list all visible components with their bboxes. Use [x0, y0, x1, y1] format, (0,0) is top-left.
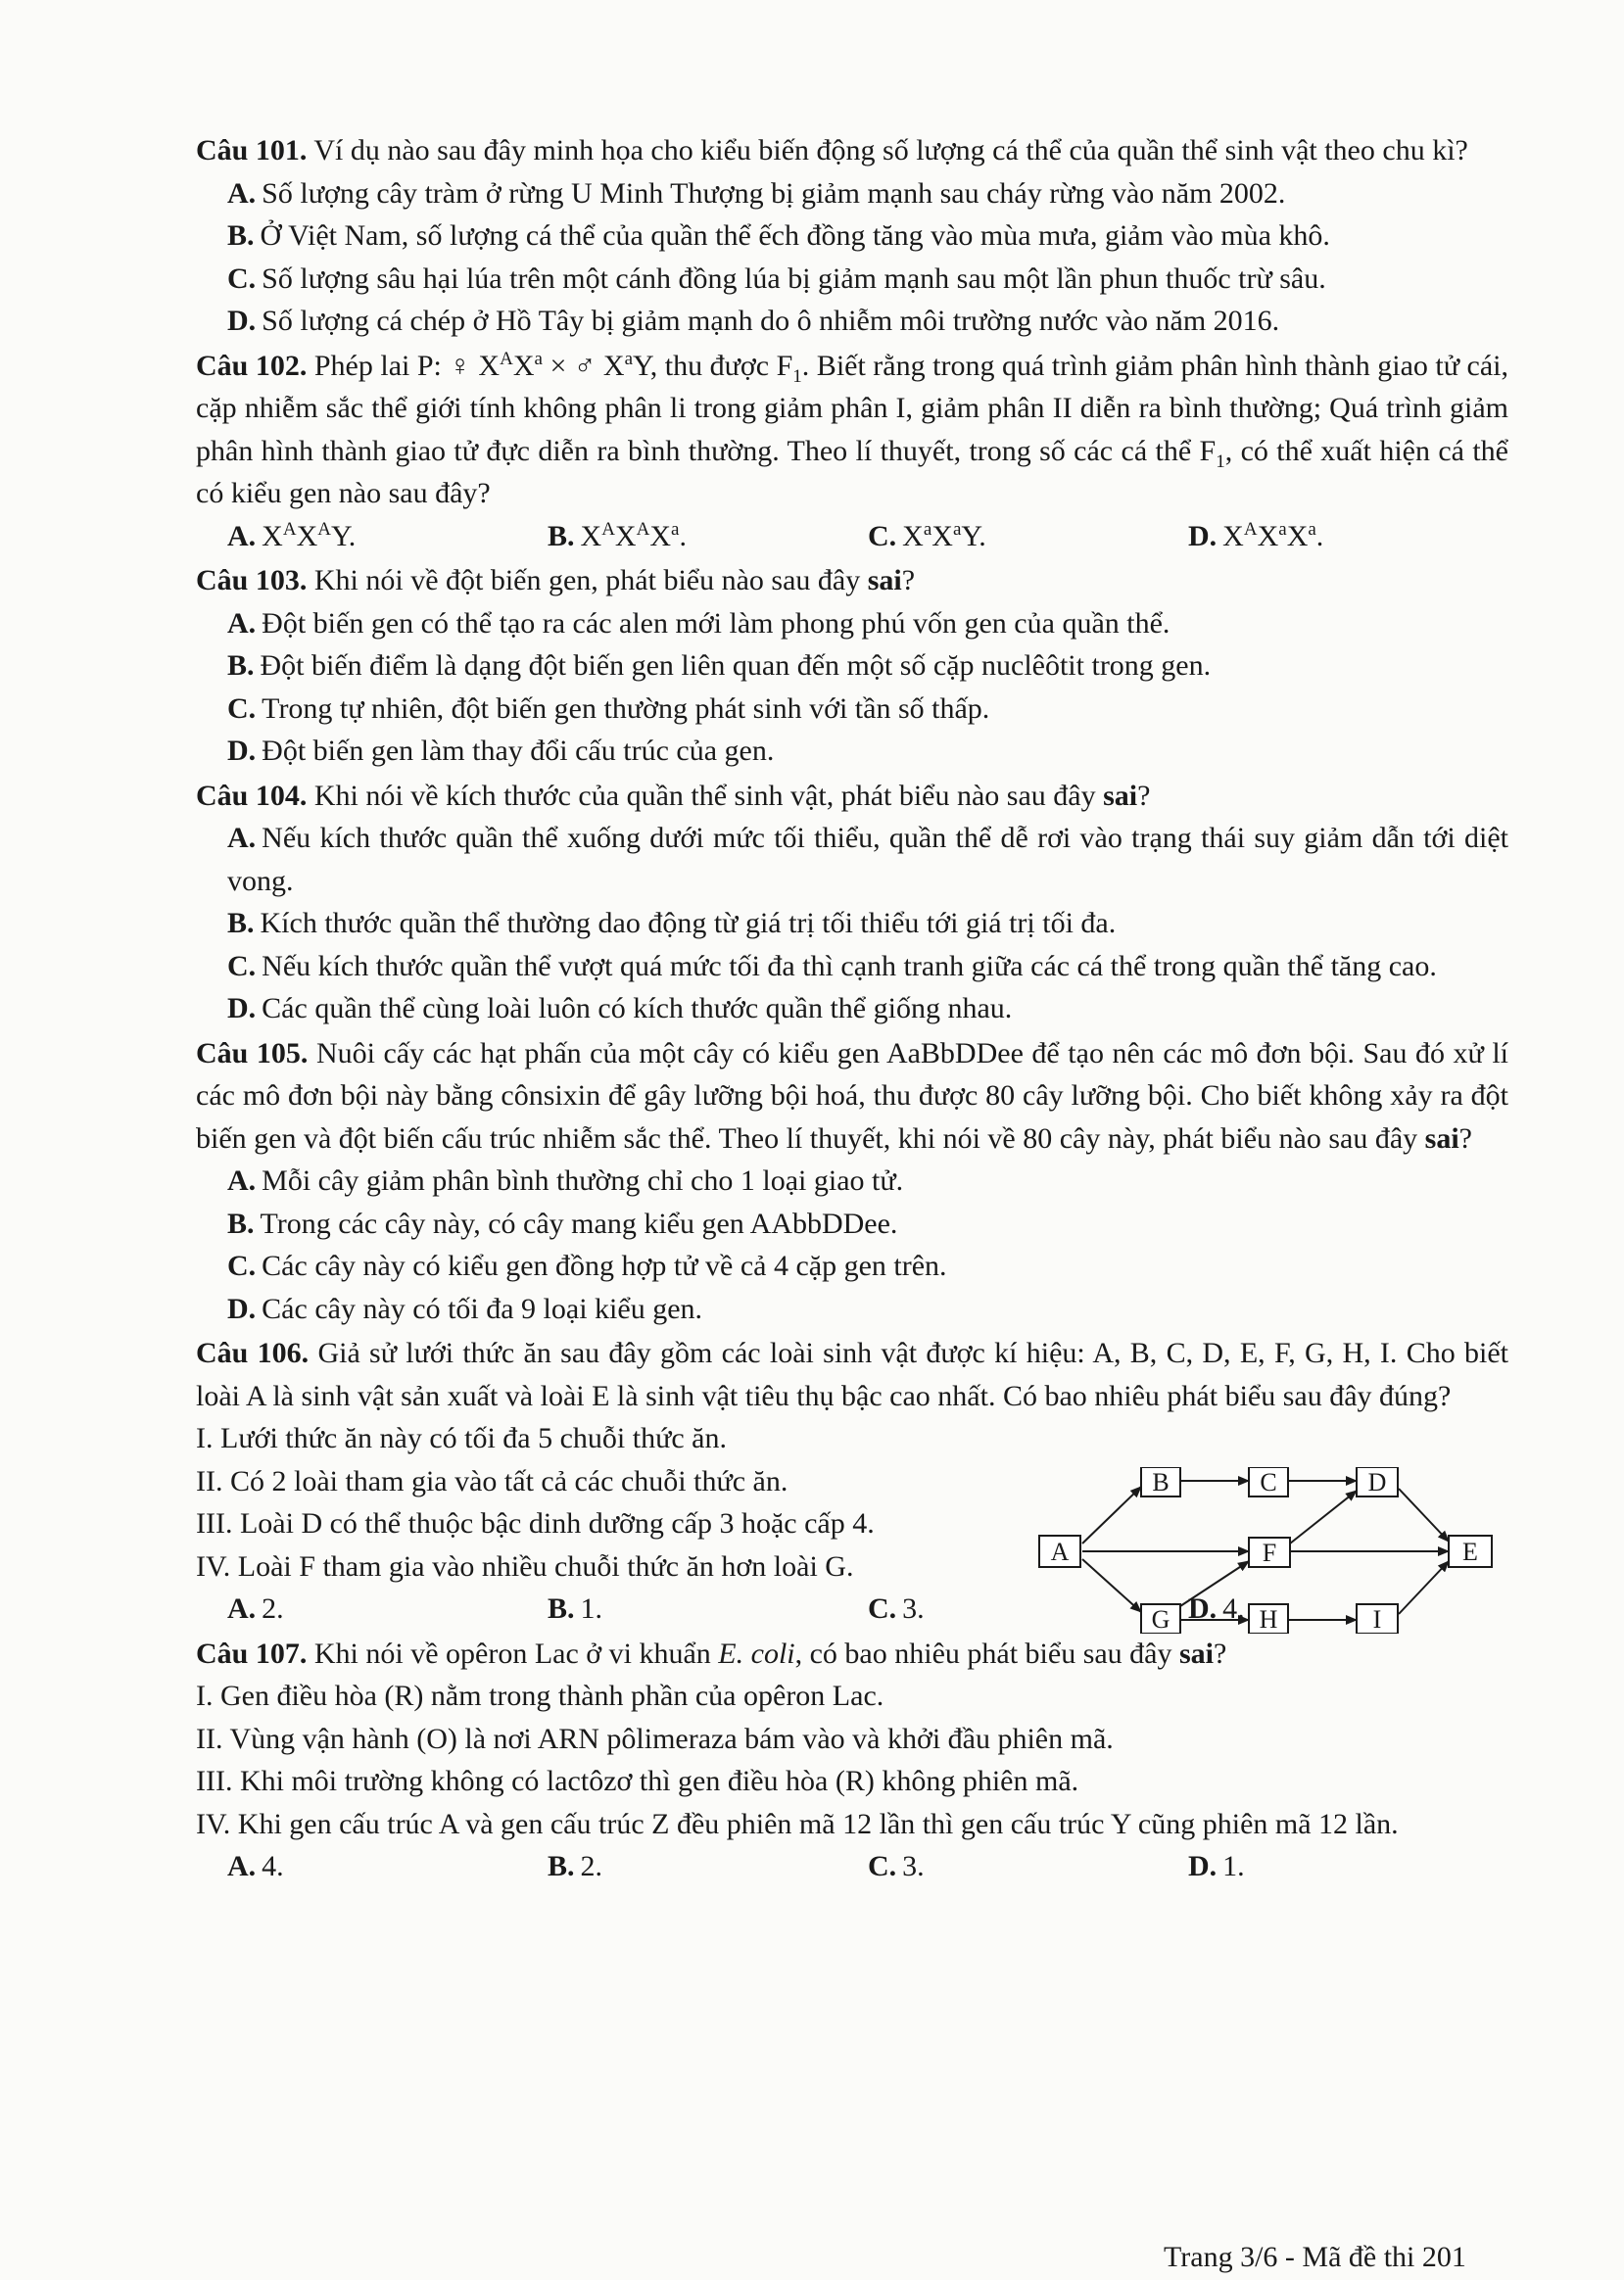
- statement-1: I. Gen điều hòa (R) nằm trong thành phần của opêron Lac.: [196, 1680, 884, 1712]
- question-number: Câu 102.: [196, 349, 308, 382]
- option-text: Các cây này có kiểu gen đồng hợp tử về cả 4 cặp gen trên.: [262, 1250, 947, 1282]
- question-105: [196, 1032, 1508, 1331]
- page-footer: Trang 3/6 - Mã đề thi 201: [1164, 2241, 1466, 2273]
- option-label: C.: [227, 1250, 257, 1282]
- question-stem: [196, 1032, 1508, 1161]
- question-text: × ♂ X: [542, 349, 625, 382]
- question-stem: [196, 775, 1508, 818]
- option-text: Ở Việt Nam, số lượng cá thể của quần thể ếch đồng tăng vào mùa mưa, giảm vào mùa khô.: [260, 219, 1330, 252]
- question-text: Giả sử lưới thức ăn sau đây gồm các loài sinh vật được kí hiệu: A, B, C, D, E, F, G, H, I. Cho biết loài A là sinh vật sản xuất và loài E là sinh vật tiêu thụ bậc cao nhất. Có bao nhiêu phát biểu sau đây đúng?: [196, 1337, 1508, 1412]
- emphasis-sai: sai: [867, 564, 902, 596]
- statement-2: II. Có 2 loài tham gia vào tất cả các chuỗi thức ăn.: [196, 1464, 788, 1497]
- question-stem: [196, 345, 1508, 515]
- question-104: [196, 775, 1508, 1030]
- question-end: ?: [1458, 1121, 1472, 1155]
- svg-text:F: F: [1262, 1539, 1277, 1567]
- option-label: C.: [227, 949, 257, 982]
- option-label: A.: [227, 1164, 257, 1197]
- option-b: [196, 644, 1508, 688]
- question-stem: [196, 1332, 1508, 1417]
- question-number: Câu 103.: [196, 564, 308, 596]
- option-label: A.: [227, 519, 257, 552]
- option-a: [196, 1160, 1508, 1203]
- option-text: 2.: [262, 1592, 284, 1625]
- question-number: Câu 107.: [196, 1637, 308, 1670]
- option-a: [196, 817, 1508, 902]
- option-text: Số lượng sâu hại lúa trên một cánh đồng lúa bị giảm mạnh sau một lần phun thuốc trừ sâu.: [262, 261, 1326, 295]
- statement-4: IV. Khi gen cấu trúc A và gen cấu trúc Z đều phiên mã 12 lần thì gen cấu trúc Y cũng phiên mã 12 lần.: [196, 1807, 1399, 1840]
- question-end: ?: [901, 564, 916, 596]
- option-text: 1.: [580, 1592, 603, 1625]
- option-label: D.: [1188, 1850, 1218, 1882]
- option-c: [196, 1245, 1508, 1288]
- option-b: [548, 1588, 868, 1631]
- option-text: Trong tự nhiên, đột biến gen thường phát sinh với tần số thấp.: [262, 691, 990, 725]
- question-number: Câu 104.: [196, 779, 308, 812]
- emphasis-sai: sai: [1103, 779, 1138, 812]
- option-text: Các cây này có tối đa 9 loại kiểu gen.: [262, 1292, 703, 1325]
- question-text: Ví dụ nào sau đây minh họa cho kiểu biến động số lượng cá thể của quần thể sinh vật theo chu kì?: [313, 134, 1468, 166]
- options-row: [196, 1845, 1508, 1888]
- option-c: [196, 688, 1508, 731]
- node-i: [1357, 1604, 1398, 1634]
- allele-sup: a: [624, 348, 633, 369]
- option-label: D.: [227, 305, 257, 337]
- edge-d-e: [1399, 1489, 1449, 1542]
- option-label: B.: [548, 1592, 575, 1625]
- svg-text:A: A: [1050, 1538, 1070, 1566]
- node-g: [1141, 1604, 1180, 1634]
- statement-4: IV. Loài F tham gia vào nhiều chuỗi thức ăn hơn loài G.: [196, 1549, 854, 1583]
- question-end: ?: [1137, 779, 1151, 812]
- option-label: C.: [868, 1850, 897, 1882]
- generation-sub: 1: [1216, 451, 1225, 472]
- edge-g-f: [1180, 1561, 1249, 1606]
- option-label: B.: [227, 907, 255, 939]
- node-f: [1249, 1538, 1290, 1567]
- question-text: , có bao nhiêu phát biểu sau đây: [794, 1637, 1172, 1670]
- emphasis-sai: sai: [1424, 1121, 1459, 1155]
- option-c: [868, 515, 1188, 558]
- option-label: A.: [227, 822, 257, 854]
- generation-sub: 1: [792, 365, 802, 387]
- question-end: ?: [1214, 1637, 1227, 1670]
- option-label: D.: [1188, 1592, 1218, 1625]
- question-text: . Biết rằng trong quá trình giảm phân hình thành giao tử cái, cặp nhiễm sắc thể giới tính không phân li trong giảm phân I, giảm phân II diễn ra bình thường; Quá trình giảm phân hình thành giao tử đực diễn ra bình thường. Theo lí thuyết, trong số các cá thể F: [196, 349, 1508, 467]
- question-text: Phép lai P: ♀ X: [313, 349, 501, 382]
- option-text: $X^AX^AY$.: [262, 518, 357, 552]
- question-103: [196, 559, 1508, 773]
- option-text: Đột biến gen làm thay đổi cấu trúc của gen.: [262, 735, 775, 767]
- svg-text:C: C: [1260, 1468, 1277, 1496]
- option-label: C.: [227, 261, 257, 295]
- exam-content: [196, 129, 1508, 1890]
- option-text: Đột biến điểm là dạng đột biến gen liên quan đến một số cặp nuclêôtit trong gen.: [260, 649, 1212, 682]
- question-text: , có thể xuất hiện cá thể có kiểu gen nào sau đây?: [196, 434, 1508, 509]
- svg-text:B: B: [1152, 1468, 1170, 1496]
- option-label: A.: [227, 1850, 257, 1882]
- option-a: [227, 1588, 548, 1631]
- option-b: [196, 902, 1508, 945]
- svg-text:G: G: [1151, 1605, 1170, 1634]
- option-text: Mỗi cây giảm phân bình thường chỉ cho 1 loại giao tử.: [262, 1164, 904, 1197]
- option-text: 1.: [1222, 1850, 1245, 1882]
- node-d: [1357, 1467, 1398, 1496]
- option-text: $X^aX^aY$.: [902, 518, 986, 552]
- species-name: E. coli: [718, 1637, 795, 1670]
- statement-1: I. Lưới thức ăn này có tối đa 5 chuỗi thức ăn.: [196, 1422, 727, 1454]
- allele-sup: A: [500, 348, 513, 369]
- option-b: [548, 1845, 868, 1888]
- question-text: Khi nói về opêron Lac ở vi khuẩn: [313, 1637, 711, 1670]
- question-107: [196, 1633, 1508, 1888]
- option-c: [196, 258, 1508, 301]
- option-text: Kích thước quần thể thường dao động từ giá trị tối thiểu tới giá trị tối đa.: [260, 907, 1117, 939]
- question-stem: [196, 1633, 1508, 1676]
- node-b: [1141, 1467, 1180, 1496]
- option-b: [196, 214, 1508, 258]
- option-d: [196, 987, 1508, 1030]
- question-text: Nuôi cấy các hạt phấn của một cây có kiểu gen AaBbDDee để tạo nên các mô đơn bội. Sau đó xử lí các mô đơn bội này bằng cônsixin để gây lưỡng bội hoá, thu được 80 cây lưỡng bội. Cho biết không xảy ra đột biến gen và đột biến cấu trúc nhiễm sắc thể. Theo lí thuyết, khi nói về 80 cây này, phát biểu nào sau đây: [196, 1036, 1508, 1155]
- option-text: Số lượng cá chép ở Hồ Tây bị giảm mạnh do ô nhiễm môi trường nước vào năm 2016.: [262, 305, 1280, 337]
- option-label: B.: [227, 219, 255, 252]
- option-d: [1188, 515, 1508, 558]
- svg-text:H: H: [1259, 1605, 1278, 1634]
- svg-text:E: E: [1462, 1538, 1478, 1566]
- edge-a-g: [1082, 1559, 1141, 1612]
- allele-sup: a: [534, 348, 543, 369]
- option-text: Đột biến gen có thể tạo ra các alen mới làm phong phú vốn gen của quần thể.: [262, 606, 1170, 640]
- option-label: A.: [227, 176, 257, 210]
- option-b: [548, 515, 868, 558]
- edge-a-b: [1082, 1487, 1141, 1544]
- node-c: [1249, 1467, 1288, 1496]
- option-label: B.: [227, 649, 255, 682]
- statement-3: III. Khi môi trường không có lactôzơ thì gen điều hòa (R) không phiên mã.: [196, 1765, 1079, 1797]
- option-label: B.: [548, 519, 575, 552]
- option-a: [196, 602, 1508, 645]
- question-text: Khi nói về đột biến gen, phát biểu nào sau đây: [313, 564, 861, 596]
- option-a: [227, 1845, 548, 1888]
- option-d: [196, 730, 1508, 773]
- emphasis-sai: sai: [1179, 1637, 1215, 1670]
- option-label: D.: [1188, 519, 1218, 552]
- question-stem: [196, 559, 1508, 602]
- option-text: $X^AX^aX^a$.: [1222, 518, 1324, 552]
- chromosome-x: X: [512, 349, 535, 382]
- question-text: Khi nói về kích thước của quần thể sinh vật, phát biểu nào sau đây: [313, 779, 1096, 812]
- option-label: A.: [227, 606, 257, 640]
- option-text: $X^AX^AX^a$.: [580, 518, 687, 552]
- svg-text:I: I: [1372, 1605, 1382, 1634]
- option-text: 3.: [902, 1850, 925, 1882]
- option-d: [196, 300, 1508, 343]
- question-text: Y, thu được F: [633, 349, 793, 382]
- option-label: B.: [548, 1850, 575, 1882]
- option-a: [196, 172, 1508, 215]
- option-label: C.: [227, 691, 257, 725]
- option-b: [196, 1203, 1508, 1246]
- node-a: [1039, 1536, 1080, 1567]
- option-text: Số lượng cây tràm ở rừng U Minh Thượng bị giảm mạnh sau cháy rừng vào năm 2002.: [262, 176, 1286, 210]
- option-label: C.: [868, 519, 897, 552]
- option-label: D.: [227, 735, 257, 767]
- option-d: [1188, 1845, 1508, 1888]
- option-text: 4.: [262, 1850, 284, 1882]
- option-d: [196, 1288, 1508, 1331]
- option-label: A.: [227, 1592, 257, 1625]
- statement-2: II. Vùng vận hành (O) là nơi ARN pôlimeraza bám vào và khởi đầu phiên mã.: [196, 1722, 1114, 1755]
- option-text: 2.: [580, 1850, 603, 1882]
- option-label: D.: [227, 992, 257, 1024]
- node-e: [1449, 1536, 1492, 1567]
- option-text: Nếu kích thước quần thể xuống dưới mức tối thiểu, quần thể dễ rơi vào trạng thái suy giảm dẫn tới diệt vong.: [227, 822, 1508, 897]
- edge-f-d: [1290, 1491, 1357, 1544]
- option-c: [868, 1845, 1188, 1888]
- option-a: [227, 515, 548, 558]
- question-stem: [196, 129, 1508, 172]
- node-h: [1249, 1604, 1288, 1634]
- option-text: Các quần thể cùng loài luôn có kích thước quần thể giống nhau.: [262, 992, 1013, 1024]
- statement-3: III. Loài D có thể thuộc bậc dinh dưỡng cấp 3 hoặc cấp 4.: [196, 1507, 875, 1540]
- option-label: D.: [227, 1292, 257, 1325]
- svg-text:D: D: [1367, 1468, 1387, 1496]
- food-web-diagram: [1033, 1467, 1504, 1634]
- question-106: [196, 1332, 1508, 1634]
- option-text: Nếu kích thước quần thể vượt quá mức tối đa thì cạnh tranh giữa các cá thể trong quần thể tăng cao.: [262, 949, 1437, 982]
- question-number: Câu 106.: [196, 1337, 310, 1369]
- edge-i-e: [1399, 1561, 1449, 1614]
- question-102: [196, 345, 1508, 558]
- question-number: Câu 105.: [196, 1036, 309, 1069]
- option-text: Trong các cây này, có cây mang kiểu gen AAbbDDee.: [260, 1207, 898, 1240]
- question-number: Câu 101.: [196, 134, 308, 166]
- option-c: [196, 945, 1508, 988]
- option-label: B.: [227, 1207, 255, 1240]
- question-101: [196, 129, 1508, 343]
- option-label: C.: [868, 1592, 897, 1625]
- options-row: [196, 515, 1508, 558]
- option-text: 3.: [902, 1592, 925, 1625]
- option-text: 4.: [1222, 1592, 1245, 1625]
